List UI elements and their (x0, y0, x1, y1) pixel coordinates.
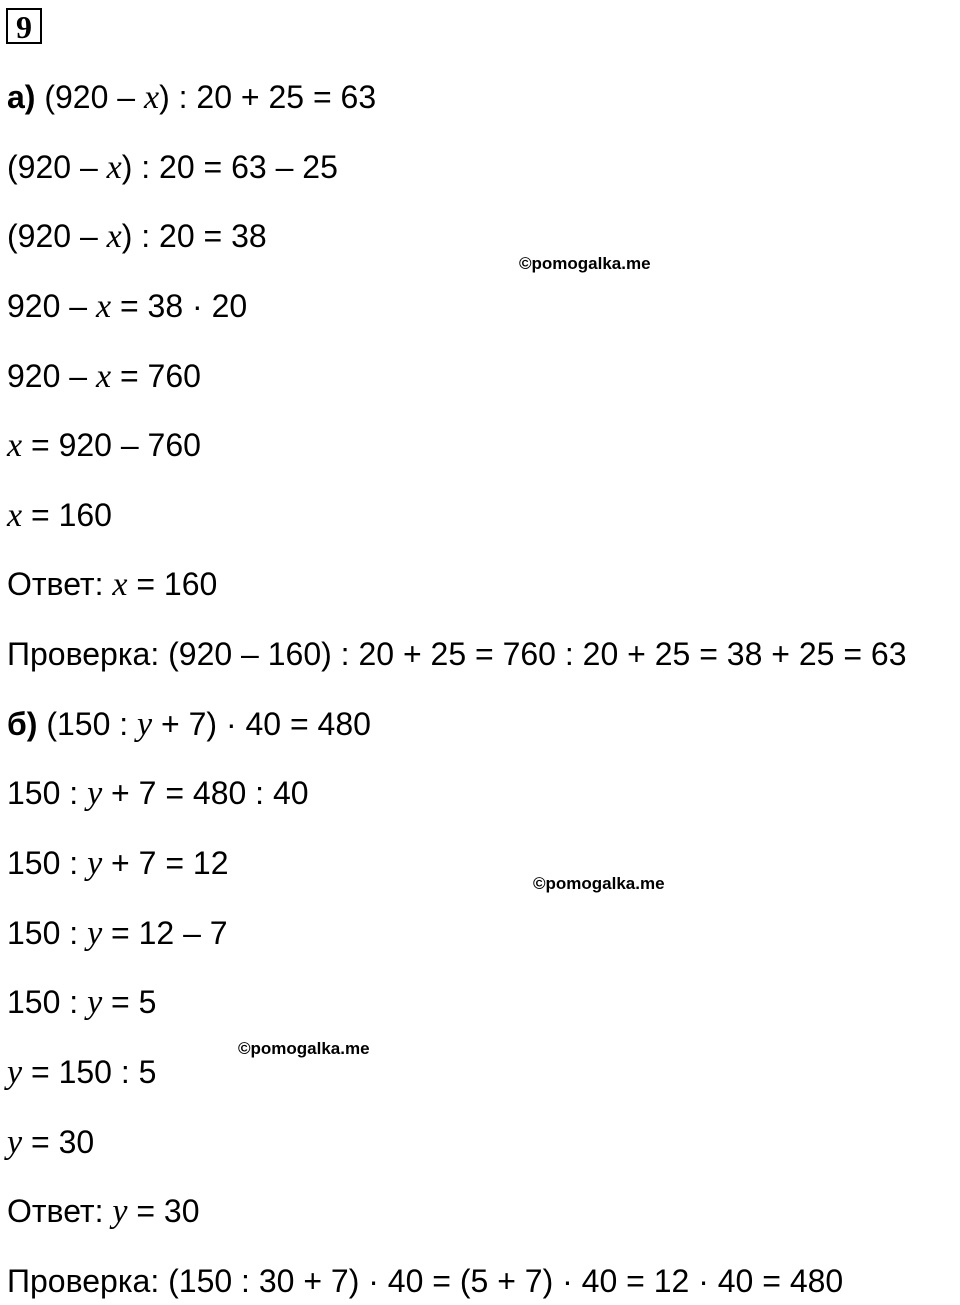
variable-y: y (7, 1124, 23, 1161)
variable-x: x (112, 566, 128, 603)
eq-text: 920 – (7, 358, 96, 394)
eq-text: (920 – (7, 149, 107, 185)
eq-text: 150 : (7, 775, 88, 811)
variable-y: y (137, 706, 153, 743)
variable-x: x (95, 358, 112, 395)
equation-line-a1 (7, 75, 376, 119)
eq-text: + 7) · 40 = 480 (152, 706, 371, 742)
answer-line-b (7, 1189, 200, 1233)
variable-y: y (87, 915, 103, 952)
eq-text: = 160 (22, 497, 112, 533)
variable-y: y (87, 775, 103, 812)
equation-line-a5 (7, 354, 201, 398)
check-line-a: Проверка: (920 – 160) : 20 + 25 = 760 : 20 + 25 = 38 + 25 = 63 (7, 636, 907, 672)
equation-line-b1 (7, 702, 371, 746)
eq-text: = 150 : 5 (22, 1054, 157, 1090)
eq-text: = 920 – 760 (22, 427, 201, 463)
variable-y: y (87, 845, 103, 882)
variable-x: x (7, 427, 23, 464)
eq-text: (920 – (44, 79, 144, 115)
part-a-label: а) (7, 79, 36, 115)
task-number-box: 9 (6, 8, 42, 44)
equation-line-b5 (7, 980, 156, 1024)
answer-text: = 160 (127, 566, 218, 602)
equation-line-a2 (7, 145, 338, 189)
equation-line-b3 (7, 841, 228, 885)
eq-text: 150 : (7, 984, 88, 1020)
variable-x: x (106, 149, 122, 186)
answer-text: Ответ: (7, 1193, 113, 1229)
equation-line-b4 (7, 911, 228, 955)
eq-text: 920 – (7, 288, 96, 324)
answer-text: Ответ: (7, 566, 113, 602)
eq-text: = 5 (102, 984, 157, 1020)
answer-text: = 30 (127, 1193, 200, 1229)
eq-text: ) : 20 + 25 = 63 (159, 79, 377, 115)
eq-text: 150 : (7, 915, 88, 951)
equation-line-a7 (7, 493, 112, 537)
watermark-1: ©pomogalka.me (519, 254, 651, 273)
eq-text: = 30 (22, 1124, 95, 1160)
eq-text: + 7 = 12 (102, 845, 229, 881)
eq-text: 150 : (7, 845, 88, 881)
eq-text: (920 – (7, 218, 107, 254)
variable-y: y (112, 1193, 128, 1230)
eq-text: ) : 20 = 38 (121, 218, 267, 254)
variable-x: x (95, 288, 112, 325)
variable-y: y (87, 984, 103, 1021)
equation-line-b6 (7, 1050, 156, 1094)
eq-text: = 760 (111, 358, 201, 394)
part-b-label: б) (7, 706, 38, 742)
variable-x: x (7, 497, 23, 534)
eq-text: + 7 = 480 : 40 (102, 775, 309, 811)
eq-text: = 12 – 7 (102, 915, 228, 951)
eq-text: = 38 · 20 (111, 288, 248, 324)
check-line-b: Проверка: (150 : 30 + 7) · 40 = (5 + 7) · 40 = 12 · 40 = 480 (7, 1263, 844, 1299)
variable-y: y (7, 1054, 23, 1091)
watermark-3: ©pomogalka.me (238, 1039, 370, 1058)
equation-line-a4 (7, 284, 247, 328)
equation-line-b2 (7, 771, 309, 815)
eq-text: (150 : (46, 706, 138, 742)
variable-x: x (106, 218, 122, 255)
variable-x: x (143, 79, 160, 116)
equation-line-b7 (7, 1120, 94, 1164)
watermark-2: ©pomogalka.me (533, 874, 665, 893)
answer-line-a (7, 562, 217, 606)
equation-line-a3 (7, 214, 267, 258)
eq-text: ) : 20 = 63 – 25 (121, 149, 338, 185)
equation-line-a6 (7, 423, 201, 467)
